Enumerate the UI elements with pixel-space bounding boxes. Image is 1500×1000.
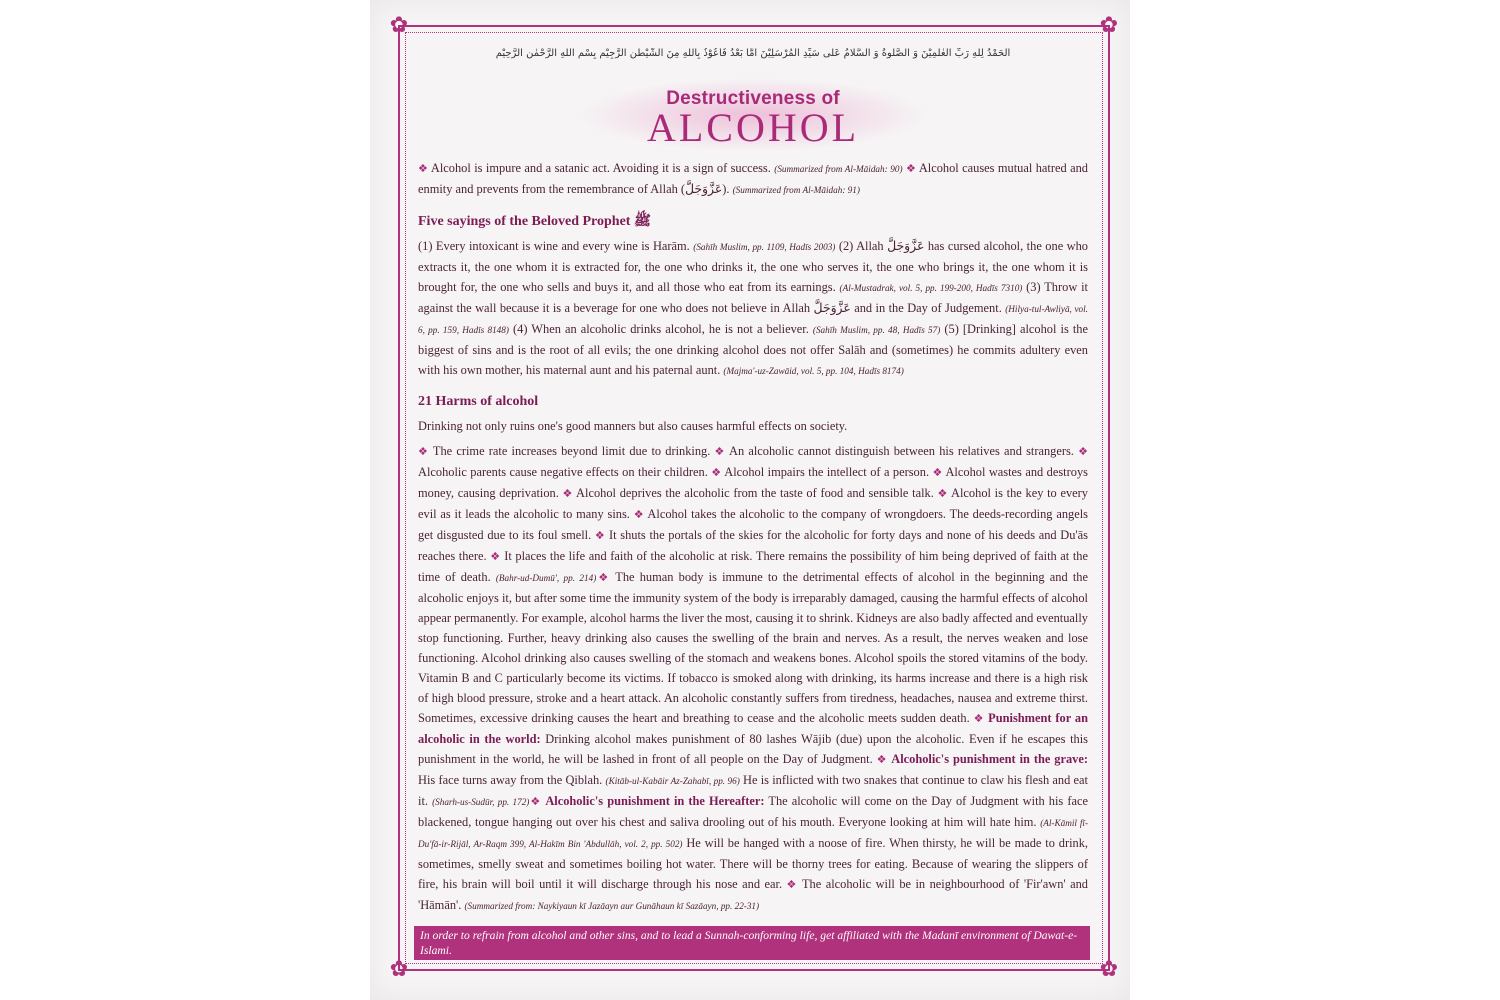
bullet-icon: ❖ — [905, 162, 917, 175]
title-block — [578, 78, 928, 152]
harms-paragraph: ❖ The crime rate increases beyond limit due to drinking. ❖ An alcoholic cannot distinguish between his relatives and strangers. ❖ Alcoholic parents cause negative effects on their children. ❖ Alcohol impairs the intellect of a person. ❖ Alcohol wastes and destroys money, causing deprivation. ❖ Alcohol deprives the alcoholic from the taste of food and sensible talk. ❖ Alcohol is the key to every evil as it leads the alcoholic to many sins. ❖ Alcohol takes the alcoholic to the company of wrongdoers. The deeds-recording angels get disgusted due to its foul smell. ❖ It shuts the portals of the skies for the alcoholic for forty days and none of his deeds and Du'ās reaches there. ❖ It places the life and faith of the alcoholic at risk. There remains the possibility of him being deprived of faith at the time of death. (Bahr-ud-Dumū', pp. 214)❖ The human body is immune to the detrimental effects of alcohol in the beginning and the alcoholic enjoys it, but after some time the immunity system of the body is irreparably damaged, causing the harmful effects of alcohol appear permanently. For example, alcohol harms the liver the most, causing it to shrink. Kidneys are also badly affected and eventually stop functioning. Further, heavy drinking also causes the swelling of the brain and nerves. As a result, the nerves weaken and lose functioning. Alcohol drinking also causes swelling of the stomach and weakens bones. Alcohol spoils the stored vitamins of the body. Vitamin B and C particularly become its victims. If tobacco is smoked along with drinking, its harms increase and there is a high risk of high blood pressure, stroke and a heart attack. An alcoholic constantly suffers from tiredness, headaches, nausea and extreme thirst. Sometimes, excessive drinking causes the heart and breathing to cease and the alcoholic meets sudden death. ❖ Punishment for an alcoholic in the world: Drinking alcohol makes punishment of 80 lashes Wājib (due) upon the alcoholic. Even if he escapes this punishment in the world, he will be lashed in front of all people on the Day of Judgment. ❖ Alcoholic's punishment in the grave: His face turns away from the Qiblah. (Kitāb-ul-Kabāir Az-Zahabī, pp. 96) He is inflicted with two snakes that continue to claw his flesh and eat it. (Sharh-us-Sudūr, pp. 172)❖ Alcoholic's punishment in the Hereafter: The alcoholic will come on the Day of Judgment with his face blackened, tongue hanging out over his chest and saliva drooling out of his mouth. Everyone looking at him will hate him. (Al-Kāmil fī-Du'fā-ir-Rijāl, Ar-Raqm 399, Al-Hakīm Bin 'Abdullāh, vol. 2, pp. 502) He will be hanged with a noose of fire. When thirsty, he will be made to drink, sometimes, smelly sweat and sometimes boiling hot water. There will be thorny trees for eating. Because of wearing the slippers of fire, his brain will boil until it will discharge through his nose and ear. ❖ The alcoholic will be in neighbourhood of 'Fir'awn' and 'Hāmān'. (Summarized from: Naykiyaun kī Jazāayn aur Gunāhaun kī Sazāayn, pp. 22-31) — [418, 444, 1089, 912]
arabic-invocation: اَلْحَمْدُ لِلّٰهِ رَبِّ الْعٰلَمِيْنَ وَ الصَّلٰوةُ وَ السَّلَامُ عَلٰى سَيِّدِ الْمُرْسَلِيْنَ اَمَّا بَعْدُ فَاَعُوْذُ بِاللّٰهِ مِنَ الشَّيْطٰنِ الرَّجِيْمِ بِسْمِ اللّٰهِ الرَّحْمٰنِ الرَّحِيْمِ — [495, 48, 1011, 59]
section-heading-sayings: Five sayings of the Beloved Prophet ﷺ — [418, 214, 651, 229]
intro-paragraph: ❖ Alcohol is impure and a satanic act. Avoiding it is a sign of success. (Summarized from Al-Māidah: 90) ❖ Alcohol causes mutual hatred and enmity and prevents from the remembrance of Allah (عَزَّوَجَلَّ). (Summarized from Al-Māidah: 91) — [418, 161, 1088, 196]
harms-lead: Drinking not only ruins one's good manners but also causes harmful effects on society. — [418, 419, 848, 433]
footer-banner: In order to refrain from alcohol and other sins, and to lead a Sunnah-conforming life, get affiliated with the Madanī environment of Dawat-e-Islami. — [414, 926, 1090, 960]
corner-ornament-icon: ✿ — [389, 957, 409, 982]
section-heading-harms: 21 Harms of alcohol — [418, 394, 539, 409]
page-title: ALCOHOL — [646, 105, 860, 150]
sayings-paragraph: (1) Every intoxicant is wine and every wine is Harām. (Sahīh Muslim, pp. 1109, Hadīs 2003) (2) Allah عَزَّوَجَلَّ has cursed alcohol, the one who extracts it, the one whom it is extracted for, the one who drinks it, the one who serves it, the one who brings it, the one whom it is brought for, the one who sells and buys it, and all those who eat from its earnings. (Al-Mustadrak, vol. 5, pp. 199-200, Hadīs 7310) (3) Throw it against the wall because it is a beverage for one who does not believe in Allah عَزَّوَجَلَّ and in the Day of Judgement. (Hilya-tul-Awliyā, vol. 6, pp. 159, Hadīs 8148) (4) When an alcoholic drinks alcohol, he is not a believer. (Sahīh Muslim, pp. 48, Hadīs 57) (5) [Drinking] alcohol is the biggest of sins and is the root of all evils; the one drinking alcohol does not offer Salāh and (sometimes) he commits adultery even with his own mother, his maternal aunt and his paternal aunt. (Majma'-uz-Zawāid, vol. 5, pp. 104, Hadīs 8174) — [418, 239, 1089, 377]
corner-ornament-icon: ✿ — [1099, 13, 1119, 38]
document-page — [370, 0, 1130, 1000]
page-subtitle: Destructiveness of — [666, 88, 840, 109]
bullet-icon: ❖ — [418, 162, 429, 175]
corner-ornament-icon: ✿ — [1099, 957, 1119, 982]
corner-ornament-icon: ✿ — [389, 13, 409, 38]
